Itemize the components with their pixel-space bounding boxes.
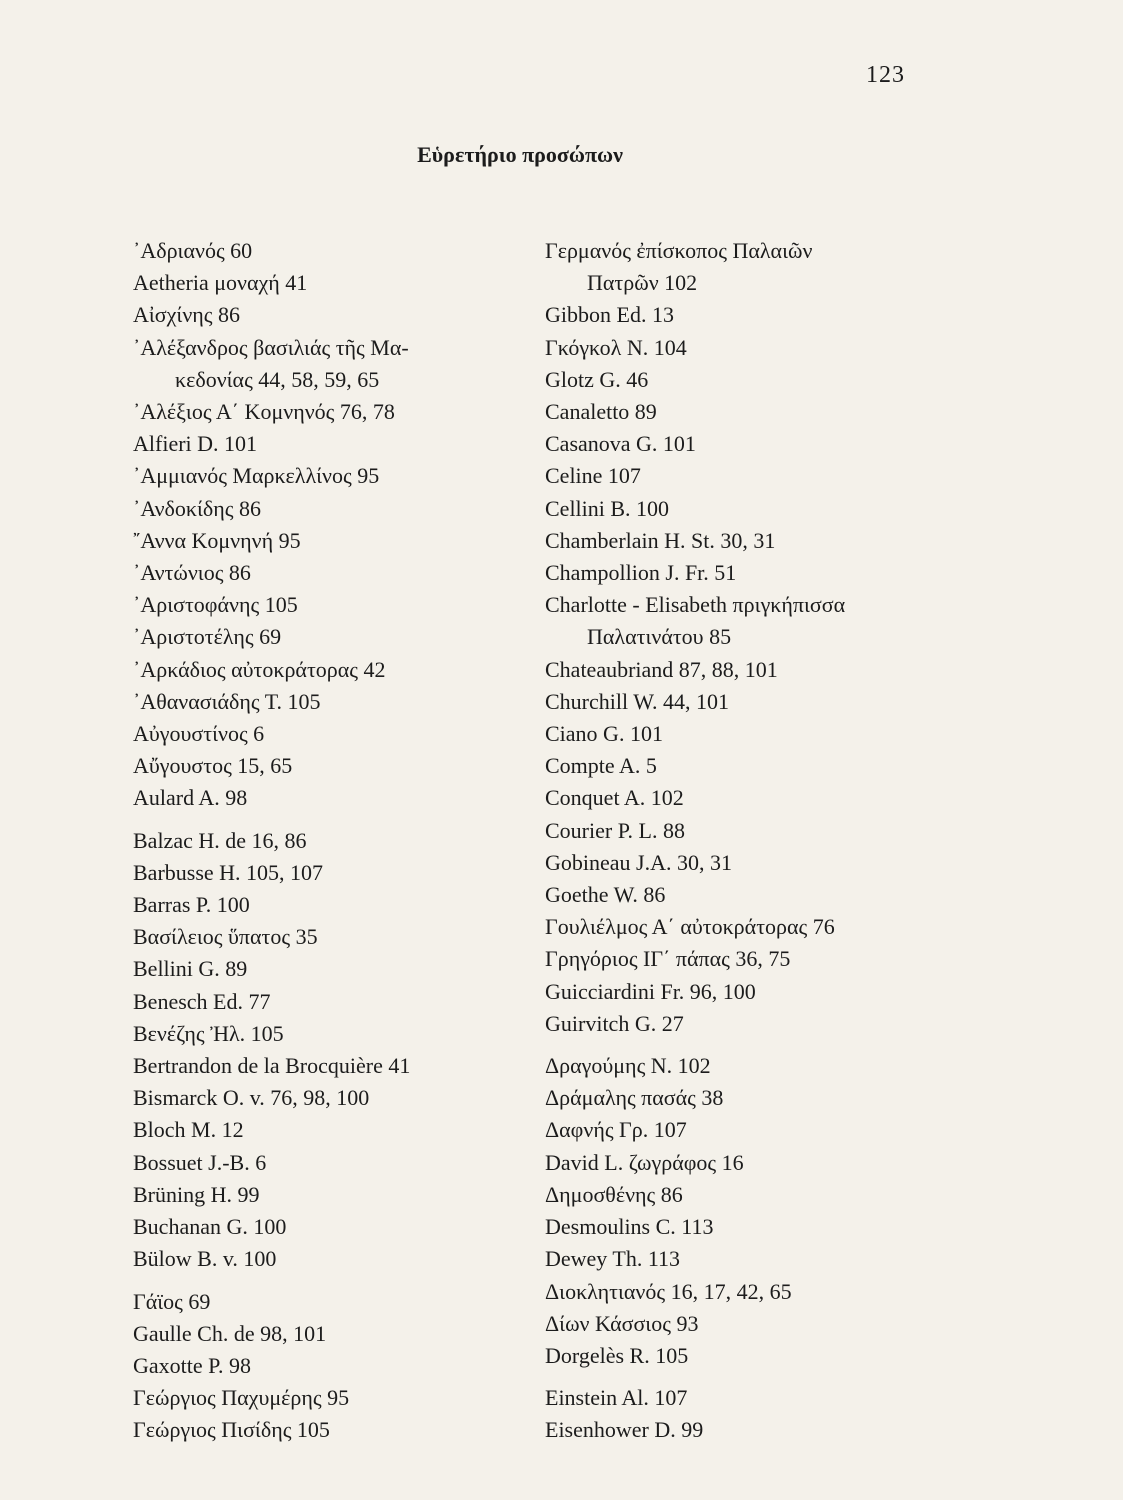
index-entry: Glotz G. 46	[545, 366, 649, 392]
index-entry: Guicciardini Fr. 96, 100	[545, 978, 756, 1004]
page-number: 123	[866, 62, 905, 88]
index-column-right	[545, 235, 945, 1447]
index-entry: Γερμανός ἐπίσκοπος Παλαιῶν	[545, 238, 813, 263]
index-entry: Eisenhower D. 99	[545, 1417, 704, 1443]
index-entry: Βενέζης Ἠλ. 105	[133, 1020, 284, 1046]
index-entry: Courier P. L. 88	[545, 817, 685, 843]
index-entry: Δημοσθένης 86	[545, 1181, 683, 1207]
index-entry: Brüning H. 99	[133, 1181, 260, 1207]
index-entry: Cellini B. 100	[545, 495, 670, 521]
index-entry: ᾿Αδριανός 60	[133, 238, 253, 263]
index-entry: Αὐγουστίνος 6	[133, 721, 265, 747]
index-entry: Buchanan G. 100	[133, 1214, 287, 1240]
index-entry: Γάϊος 69	[133, 1288, 211, 1314]
index-entry: Bloch M. 12	[133, 1117, 244, 1143]
index-entry: David L. ζωγράφος 16	[545, 1149, 744, 1175]
index-entry: Βασίλειος ὕπατος 35	[133, 924, 318, 950]
index-entry: Δίων Κάσσιος 93	[545, 1310, 699, 1336]
index-entry: Chateaubriand 87, 88, 101	[545, 656, 778, 682]
index-entry: Dorgelès R. 105	[545, 1342, 689, 1368]
index-entry: Γκόγκολ Ν. 104	[545, 334, 687, 360]
index-entry: ᾿Αλέξανδρος βασιλιάς τῆς Μα-	[133, 334, 409, 360]
index-entry: Einstein Al. 107	[545, 1385, 688, 1411]
index-entry: Bertrandon de la Brocquière 41	[133, 1053, 411, 1079]
index-entry: Gobineau J.A. 30, 31	[545, 849, 732, 875]
index-entry: ᾿Ανδοκίδης 86	[133, 495, 261, 521]
index-entry: Γεώργιος Παχυμέρης 95	[133, 1385, 350, 1411]
index-entry: Δράμαλης πασάς 38	[545, 1085, 724, 1111]
index-entry: Γρηγόριος ΙΓ΄ πάπας 36, 75	[545, 946, 791, 972]
index-entry: ᾿Αμμιανός Μαρκελλίνος 95	[133, 463, 380, 489]
index-entry: Compte A. 5	[545, 753, 657, 779]
index-entry: Gaxotte P. 98	[133, 1352, 251, 1378]
index-entry: ᾿Αλέξιος Α΄ Κομνηνός 76, 78	[133, 399, 395, 425]
index-entry: Celine 107	[545, 463, 641, 489]
index-entry: ᾿Αριστοφάνης 105	[133, 592, 298, 618]
index-entry: ᾿Αντώνιος 86	[133, 560, 251, 586]
index-entry: Bismarck O. v. 76, 98, 100	[133, 1085, 370, 1111]
index-entry: Aulard A. 98	[133, 785, 248, 811]
index-entry: Γεώργιος Πισίδης 105	[133, 1417, 330, 1443]
index-entry: Benesch Ed. 77	[133, 988, 271, 1014]
index-entry: ᾿Αριστοτέλης 69	[133, 624, 282, 650]
index-entry: ῎Αννα Κομνηνή 95	[133, 527, 301, 553]
index-entry: Barras P. 100	[133, 892, 250, 918]
index-entry: Διοκλητιανός 16, 17, 42, 65	[545, 1278, 792, 1304]
index-entry: Ciano G. 101	[545, 721, 663, 747]
index-entry-continuation: κεδονίας 44, 58, 59, 65	[175, 366, 380, 392]
index-entry: Charlotte - Elisabeth πριγκήπισσα	[545, 592, 846, 618]
index-entry: Δραγούμης Ν. 102	[545, 1053, 711, 1079]
index-entry: Bülow B. v. 100	[133, 1246, 277, 1272]
index-entry: Bellini G. 89	[133, 956, 248, 982]
index-entry: Dewey Th. 113	[545, 1246, 681, 1272]
index-entry: Αἰσχίνης 86	[133, 302, 241, 328]
index-entry: Δαφνής Γρ. 107	[545, 1117, 687, 1143]
index-entry: Conquet A. 102	[545, 785, 684, 811]
index-entry: Balzac H. de 16, 86	[133, 827, 307, 853]
index-entry: Gibbon Ed. 13	[545, 302, 674, 328]
index-entry: ᾿Αρκάδιος αὐτοκράτορας 42	[133, 656, 386, 682]
index-entry: Αὔγουστος 15, 65	[133, 753, 293, 779]
index-entry: Barbusse H. 105, 107	[133, 859, 324, 885]
index-entry-continuation: Παλατινάτου 85	[587, 624, 732, 650]
index-entry: Γουλιέλμος Α΄ αὐτοκράτορας 76	[545, 914, 835, 940]
index-entry: Bossuet J.-B. 6	[133, 1149, 267, 1175]
index-column-left	[133, 235, 513, 1447]
index-entry-continuation: Πατρῶν 102	[587, 270, 698, 296]
index-entry: Champollion J. Fr. 51	[545, 560, 737, 586]
index-entry: ᾿Αθανασιάδης Τ. 105	[133, 688, 321, 714]
page-title: Εὑρετήριο προσώπων	[417, 142, 623, 167]
index-entry: Aetheria μοναχή 41	[133, 270, 308, 296]
index-entry: Guirvitch G. 27	[545, 1010, 684, 1036]
index-entry: Gaulle Ch. de 98, 101	[133, 1320, 327, 1346]
index-entry: Goethe W. 86	[545, 882, 666, 908]
index-entry: Casanova G. 101	[545, 431, 696, 457]
index-entry: Churchill W. 44, 101	[545, 688, 729, 714]
index-entry: Chamberlain H. St. 30, 31	[545, 527, 776, 553]
index-entry: Desmoulins C. 113	[545, 1214, 714, 1240]
index-entry: Alfieri D. 101	[133, 431, 258, 457]
index-entry: Canaletto 89	[545, 399, 657, 425]
